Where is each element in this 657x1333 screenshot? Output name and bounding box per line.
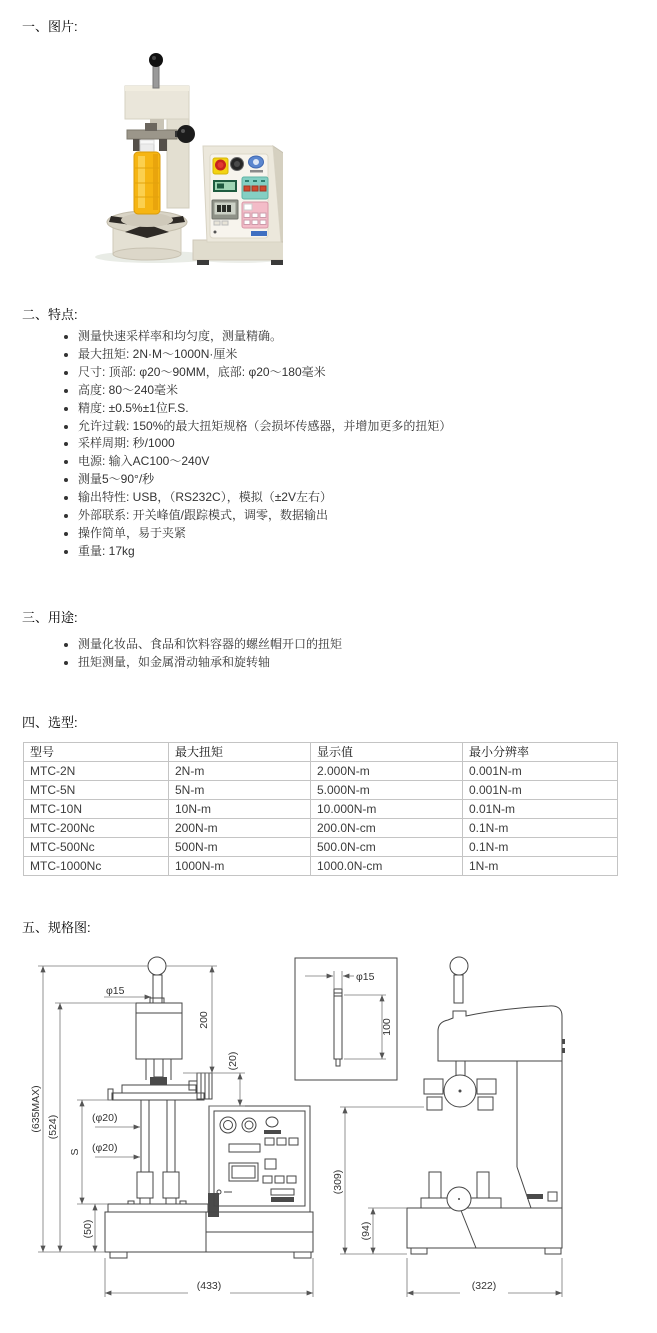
table-cell: MTC-5N xyxy=(24,781,169,800)
photo-console xyxy=(193,146,283,265)
dim-chuck-dia-lower-label: (φ20) xyxy=(92,1142,118,1154)
table-row xyxy=(24,800,618,819)
table-row xyxy=(24,762,618,781)
table-header-min-resolution: 最小分辨率 xyxy=(463,743,618,762)
uses-list xyxy=(0,636,342,672)
feature-item: • 重量: 17kg xyxy=(78,543,451,561)
feature-item: • 测量快速采样率和均匀度，测量精确。 xyxy=(78,328,451,346)
dim-plate-height-label: (50) xyxy=(82,1219,94,1239)
table-cell: MTC-200Nc xyxy=(24,819,169,838)
feature-item: • 输出特性: USB，（RS232C），模拟（±2V左右） xyxy=(78,489,451,507)
table-cell: 1N-m xyxy=(463,857,618,876)
feature-item: • 高度: 80〜240毫米 xyxy=(78,382,451,400)
photo-tester-stand xyxy=(107,53,195,260)
table-header-model: 型号 xyxy=(24,743,169,762)
side-view xyxy=(332,957,565,1297)
specification-drawing xyxy=(0,945,657,1333)
table-cell: 0.1N-m xyxy=(463,838,618,857)
table-cell: 0.01N-m xyxy=(463,800,618,819)
table-cell: 1000N-m xyxy=(169,857,311,876)
dim-side-base-height-label: (94) xyxy=(360,1221,372,1241)
section-heading-images: 一、图片: xyxy=(22,19,78,34)
dim-chuck-dia-upper-label: (φ20) xyxy=(92,1112,118,1124)
table-cell: MTC-10N xyxy=(24,800,169,819)
feature-item: • 允许过载: 150%的最大扭矩规格（会损坏传感器，并增加更多的扭矩） xyxy=(78,418,451,436)
dim-handle-length-label: 200 xyxy=(198,1011,210,1029)
table-cell: 5N-m xyxy=(169,781,311,800)
features-list xyxy=(0,328,451,561)
table-cell: 200N-m xyxy=(169,819,311,838)
table-cell: 200.0N-cm xyxy=(311,819,463,838)
table-row xyxy=(24,838,618,857)
dim-side-depth-label: (322) xyxy=(471,1280,497,1292)
table-cell: MTC-1000Nc xyxy=(24,857,169,876)
front-view-control-panel xyxy=(209,1106,310,1212)
table-cell: 0.001N-m xyxy=(463,762,618,781)
feature-item: • 测量5〜90°/秒 xyxy=(78,471,451,489)
table-cell: MTC-2N xyxy=(24,762,169,781)
section-heading-features: 二、特点: xyxy=(22,307,78,322)
dim-side-height-label: (309) xyxy=(332,1169,344,1195)
table-cell: 5.000N-m xyxy=(311,781,463,800)
product-photo xyxy=(55,50,283,265)
dim-detail-length-label: 100 xyxy=(381,1018,393,1036)
table-cell: 0.001N-m xyxy=(463,781,618,800)
table-header-max-torque: 最大扭矩 xyxy=(169,743,311,762)
dim-base-width-label: (433) xyxy=(196,1280,222,1292)
feature-item: • 尺寸: 顶部: φ20〜90MM，底部: φ20〜180毫米 xyxy=(78,364,451,382)
dim-stroke-label: S xyxy=(69,1148,81,1156)
table-cell: 0.1N-m xyxy=(463,819,618,838)
section-heading-models: 四、选型: xyxy=(22,715,78,730)
section-heading-uses: 三、用途: xyxy=(22,610,78,625)
detail-view xyxy=(295,958,397,1080)
dim-handle-dia-label: φ15 xyxy=(106,985,125,997)
section-heading-drawings: 五、规格图: xyxy=(22,920,91,935)
table-row xyxy=(24,857,618,876)
feature-item: • 精度: ±0.5%±1位F.S. xyxy=(78,400,451,418)
table-row xyxy=(24,819,618,838)
table-cell: 500.0N-cm xyxy=(311,838,463,857)
feature-item: • 操作简单，易于夹紧 xyxy=(78,525,451,543)
dim-detail-dia-label: φ15 xyxy=(356,971,375,983)
table-cell: 10N-m xyxy=(169,800,311,819)
table-row xyxy=(24,781,618,800)
table-cell: MTC-500Nc xyxy=(24,838,169,857)
feature-item: • 电源: 输入AC100〜240V xyxy=(78,453,451,471)
dim-column-height-label: (524) xyxy=(47,1114,59,1140)
dim-total-height-label: (635MAX) xyxy=(30,1085,42,1133)
model-selection-table xyxy=(23,742,618,876)
table-cell: 1000.0N-cm xyxy=(311,857,463,876)
use-item: • 扭矩测量，如金属滑动轴承和旋转轴 xyxy=(78,654,342,672)
table-header-display-value: 显示值 xyxy=(311,743,463,762)
feature-item: • 采样周期: 秒/1000 xyxy=(78,435,451,453)
table-cell: 2.000N-m xyxy=(311,762,463,781)
feature-item: • 最大扭矩: 2N·M〜1000N·厘米 xyxy=(78,346,451,364)
table-cell: 10.000N-m xyxy=(311,800,463,819)
front-view xyxy=(30,957,313,1297)
dim-head-gap-label: (20) xyxy=(227,1051,239,1071)
use-item: • 测量化妆品、食品和饮料容器的螺丝帽开口的扭矩 xyxy=(78,636,342,654)
table-header-row xyxy=(24,743,618,762)
table-cell: 500N-m xyxy=(169,838,311,857)
table-cell: 2N-m xyxy=(169,762,311,781)
feature-item: • 外部联系: 开关峰值/跟踪模式，调零，数据输出 xyxy=(78,507,451,525)
